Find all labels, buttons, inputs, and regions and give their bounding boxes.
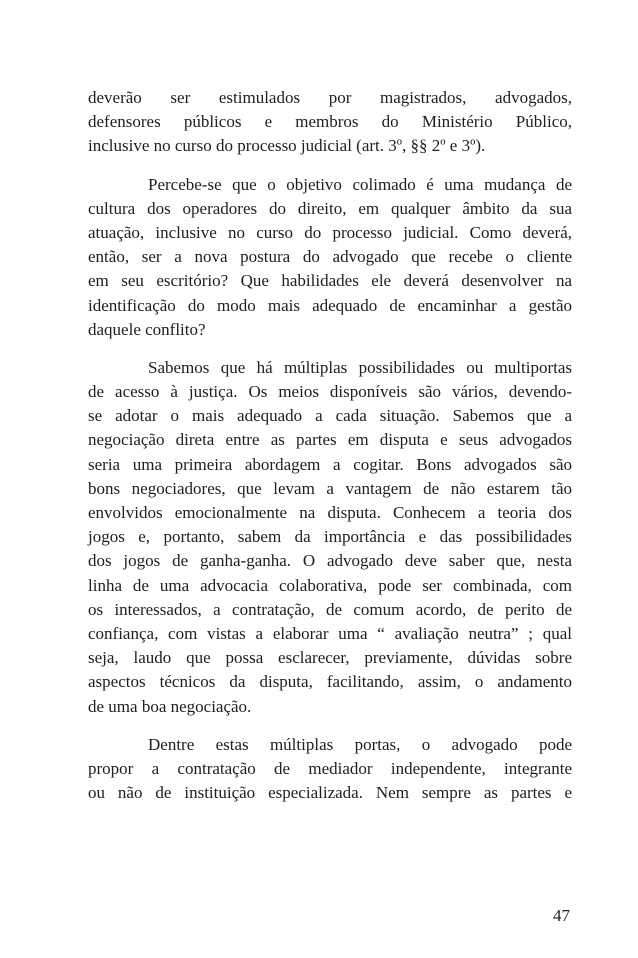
text-line: Sabemos que há múltiplas possibilidades ou multiportas — [148, 357, 572, 377]
text-line: confiança, com vistas a elaborar uma “ avaliação neutra” ; qual — [88, 623, 572, 643]
text-line: cultura dos operadores do direito, em qualquer âmbito da sua — [88, 198, 572, 218]
text-line: Dentre estas múltiplas portas, o advogado pode — [148, 734, 572, 754]
text-line: de acesso à justiça. Os meios disponíveis são vários, devendo- — [88, 382, 572, 402]
paragraph-1 — [88, 86, 572, 159]
paragraph-2 — [88, 173, 572, 342]
paragraph-3 — [88, 356, 572, 719]
paragraph-4 — [88, 733, 572, 806]
text-line: defensores públicos e membros do Ministério Público, — [88, 112, 572, 132]
text-line: envolvidos emocionalmente na disputa. Conhecem a teoria dos — [88, 503, 572, 522]
text-line: em seu escritório? Que habilidades ele deverá desenvolver na — [88, 271, 572, 291]
text-line: ou não de instituição especializada. Nem sempre as partes e — [88, 783, 572, 803]
text-line: se adotar o mais adequado a cada situação. Sabemos que a — [88, 406, 572, 426]
text-line: seria uma primeira abordagem a cogitar. Bons advogados são — [88, 454, 572, 474]
text-line: atuação, inclusive no curso do processo judicial. Como deverá, — [88, 222, 572, 242]
body-text — [88, 86, 572, 805]
text-line: inclusive no curso do processo judicial (art. 3º, §§ 2º e 3º). — [88, 136, 486, 156]
page-number: 47 — [553, 906, 570, 925]
text-line: Percebe-se que o objetivo colimado é uma mudança de — [148, 174, 572, 194]
text-line: negociação direta entre as partes em disputa e seus advogados — [88, 430, 572, 450]
text-line: dos jogos de ganha-ganha. O advogado deve saber que, nesta — [88, 551, 572, 571]
text-line: aspectos técnicos da disputa, facilitando, assim, o andamento — [88, 672, 572, 692]
text-line: identificação do modo mais adequado de encaminhar a gestão — [88, 295, 572, 315]
text-line: bons negociadores, que levam a vantagem de não estarem tão — [88, 478, 572, 498]
text-line: linha de uma advocacia colaborativa, pode ser combinada, com — [88, 575, 572, 595]
text-line: jogos e, portanto, sabem da importância e das possibilidades — [88, 527, 572, 547]
text-line: daquele conflito? — [88, 319, 206, 339]
text-line: deverão ser estimulados por magistrados, advogados, — [88, 88, 572, 107]
text-line: os interessados, a contratação, de comum acordo, de perito de — [88, 599, 572, 619]
text-line: de uma boa negociação. — [88, 696, 252, 716]
text-line: propor a contratação de mediador independente, integrante — [88, 758, 572, 778]
text-line: então, ser a nova postura do advogado que recebe o cliente — [88, 247, 572, 267]
text-line: seja, laudo que possa esclarecer, previamente, dúvidas sobre — [88, 648, 572, 668]
